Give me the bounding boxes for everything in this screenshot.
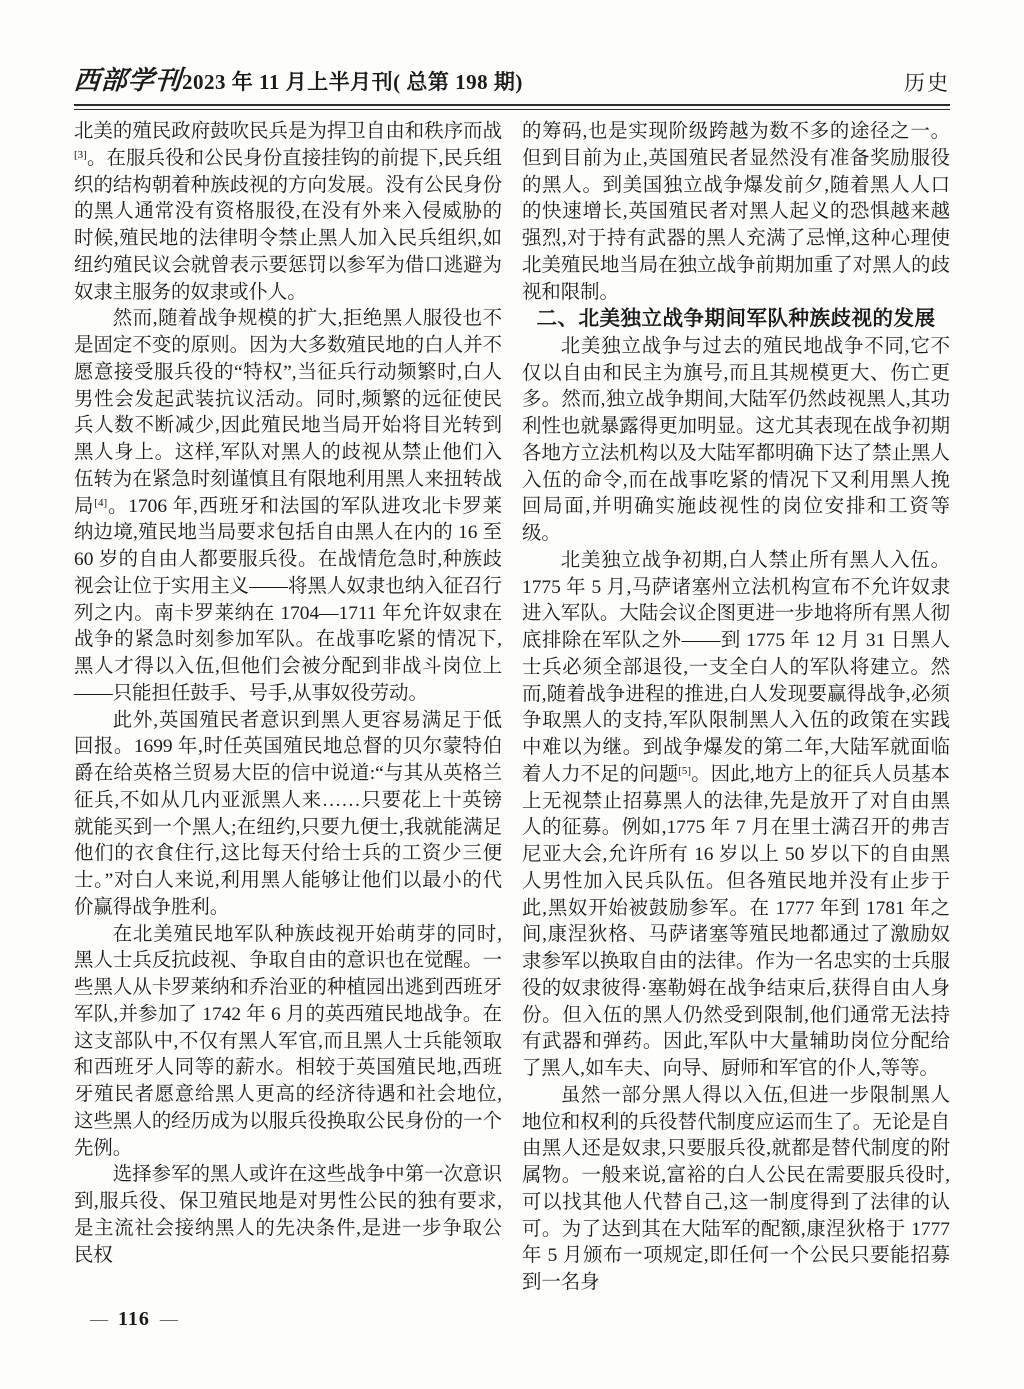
paragraph: 在北美殖民地军队种族歧视开始萌芽的同时,黑人士兵反抗歧视、争取自由的意识也在觉醒。一些黑人从卡罗莱纳和乔治亚的种植园出逃到西班牙军队,并参加了 1742 年 6 月的英西殖民地战争。在这支部队中,不仅有黑人军官,而且黑人士兵能领取和西班牙人同等的薪水。相较于英国殖民地,西班牙殖民者愿意给黑人更高的经济待遇和社会地位,这些黑人的经历成为以服兵役换取公民身份的一个先例。 — [74, 923, 502, 1159]
paragraph — [74, 306, 502, 707]
left-column — [74, 119, 502, 1297]
paragraph: 的筹码,也是实现阶级跨越为数不多的途径之一。但到目前为止,英国殖民者显然没有准备奖励服役的黑人。到美国独立战争爆发前夕,随着黑人人口的快速增长,英国殖民者对黑人起义的恐惧越来越强烈,对于持有武器的黑人充满了忌惮,这种心理使北美殖民地当局在独立战争前期加重了对黑人的歧视和限制。 — [522, 121, 950, 303]
header-rule — [74, 104, 950, 110]
footer-dash-left: — — [90, 1309, 108, 1329]
article-body — [74, 119, 950, 1297]
citation-5: [5] — [678, 764, 692, 777]
paragraph: 选择参军的黑人或许在这些战争中第一次意识到,服兵役、保卫殖民地是对男性公民的独有要求,是主流社会接纳黑人的先决条件,是进一步争取公民权 — [74, 1164, 502, 1266]
right-column — [522, 119, 950, 1297]
section-heading: 二、北美独立战争期间军队种族歧视的发展 — [536, 308, 936, 331]
paragraph: 北美独立战争与过去的殖民地战争不同,它不仅以自由和民主为旗号,而且其规模更大、伤亡更多。然而,独立战争期间,大陆军仍然歧视黑人,其功利性也就暴露得更加明显。这尤其表现在战争初期各地方立法机构以及大陆军都明确下达了禁止黑人入伍的命令,而在战事吃紧的情况下又利用黑人挽回局面,并明确实施歧视性的岗位安排和工资等级。 — [522, 335, 950, 544]
page-header — [74, 0, 950, 97]
paragraph-text: 然而,随着战争规模的扩大,拒绝黑人服役也不是固定不变的原则。因为大多数殖民地的白人并不愿意接受服兵役的“特权”,当征兵行动频繁时,白人男性会发起武装抗议活动。同时,频繁的远征使民兵人数不断减少,因此殖民地当局开始将目光转到黑人身上。这样,军队对黑人的歧视从禁止他们入伍转为在紧急时刻谨慎且有限地利用黑人来扭转战局 — [74, 308, 502, 517]
journal-name: 西部学刊 — [72, 66, 183, 95]
page-footer — [90, 1308, 178, 1331]
footer-dash-right: — — [159, 1309, 178, 1329]
journal-masthead — [74, 60, 523, 97]
paragraph — [74, 119, 502, 306]
page-number: 116 — [118, 1308, 150, 1330]
paragraph-text: 北美的殖民政府鼓吹民兵是为捍卫自由和秩序而战 — [74, 121, 502, 142]
issue-info: 2023 年 11 月上半月刊( 总第 198 期) — [182, 70, 523, 94]
paragraph-text: 。1706 年,西班牙和法国的军队进攻北卡罗莱纳边境,殖民地当局要求包括自由黑人在内的 16 至 60 岁的自由人都要服兵役。在战情危急时,种族歧视会让位于实用主义——将黑人奴隶也纳入征召行列之内。南卡罗莱纳在 1704—1711 年允许奴隶在战争的紧急时刻参加军队。在战事吃紧的情况下,黑人才得以入伍,但他们会被分配到非战斗岗位上——只能担任鼓手、号手,从事奴役劳动。 — [74, 495, 502, 704]
paragraph-text: 。在服兵役和公民身份直接挂钩的前提下,民兵组织的结构朝着种族歧视的方向发展。没有公民身份的黑人通常没有资格服役,在没有外来入侵威胁的时候,殖民地的法律明令禁止黑人加入民兵组织,如纽约殖民议会就曾表示要惩罚以参军为借口逃避为奴隶主服务的奴隶或仆人。 — [74, 147, 502, 303]
section-label: 历史 — [904, 71, 950, 95]
citation-3: [3] — [74, 148, 87, 161]
paragraph-text: 北美独立战争初期,白人禁止所有黑人入伍。1775 年 5 月,马萨诸塞州立法机构宣布不允许奴隶进入军队。大陆会议企图更进一步地将所有黑人彻底排除在军队之外——到 1775 年 12 月 31 日黑人士兵必须全部退役,一支全白人的军队将建立。然而,随着战争进程的推进,白人发现要赢得战争,必须争取黑人的支持,军队限制黑人入伍的政策在实践中难以为继。到战争爆发的第二年,大陆军就面临着人力不足的问题 — [522, 549, 950, 785]
citation-4: [4] — [94, 496, 108, 509]
paragraph: 此外,英国殖民者意识到黑人更容易满足于低回报。1699 年,时任英国殖民地总督的贝尔蒙特伯爵在给英格兰贸易大臣的信中说道:“与其从英格兰征兵,不如从几内亚派黑人来……只要花上十英镑就能买到一个黑人;在纽约,只要九便士,我就能满足他们的衣食住行,这比每天付给士兵的工资少三便士。”对白人来说,利用黑人能够让他们以最小的代价赢得战争胜利。 — [74, 709, 502, 918]
paragraph-text: 。因此,地方上的征兵人员基本上无视禁止招募黑人的法律,先是放开了对自由黑人的征募。例如,1775 年 7 月在里士满召开的弗吉尼亚大会,允许所有 16 岁以上 50 岁以下的自由黑人男性加入民兵队伍。但各殖民地并没有止步于此,黑奴开始被鼓励参军。在 1777 年到 1781 年之间,康涅狄格、马萨诸塞等殖民地都通过了激励奴隶参军以换取自由的法律。作为一名忠实的士兵服役的奴隶彼得·塞勒姆在战争结束后,获得自由人身份。但入伍的黑人仍然受到限制,他们通常无法持有武器和弹药。因此,军队中大量辅助岗位分配给了黑人,如车夫、向导、厨师和军官的仆人,等等。 — [522, 763, 950, 1079]
paragraph: 虽然一部分黑人得以入伍,但进一步限制黑人地位和权利的兵役替代制度应运而生了。无论是自由黑人还是奴隶,只要服兵役,就都是替代制度的附属物。一般来说,富裕的白人公民在需要服兵役时,可以找其他人代替自己,这一制度得到了法律的认可。为了达到其在大陆军的配额,康涅狄格于 1777 年 5 月颁布一项规定,即任何一个公民只要能招募到一名身 — [522, 1084, 950, 1293]
paragraph — [522, 548, 950, 1083]
